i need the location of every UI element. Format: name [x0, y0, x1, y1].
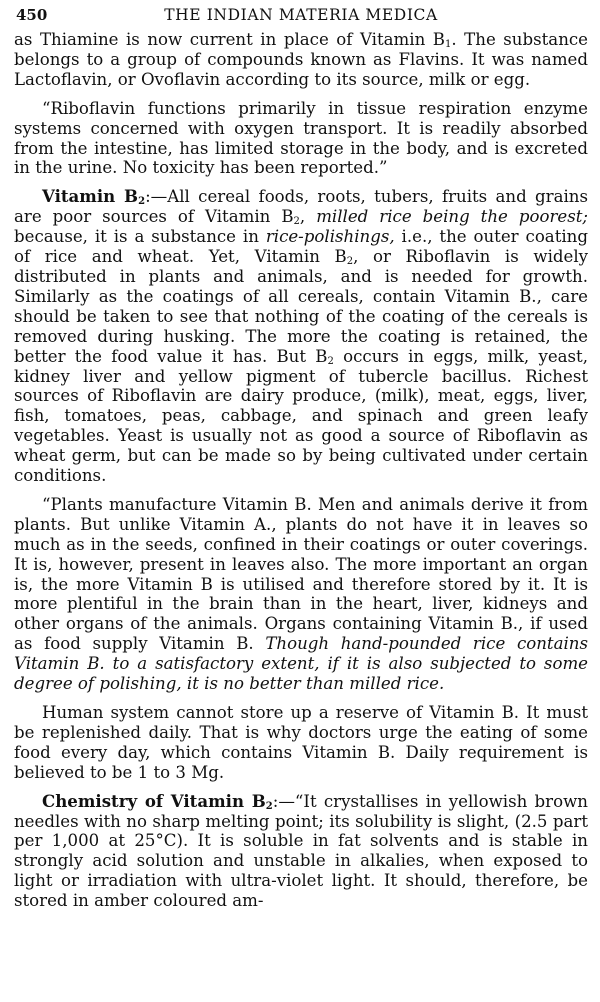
paragraph-thiamine-continuation [14, 30, 588, 90]
subscript: 2 [327, 355, 334, 367]
paragraph-vitamin-b2 [14, 187, 588, 486]
italic-run: milled rice being the poorest; [316, 207, 588, 227]
text-run: :—“It crystallises in yellowish brown needles with no sharp melting point; its solubility is slight, (2.5 part per 1,000 at 25°C). It is soluble in fat solvents and is stable in strongly acid solution and unstable in alkalies, when exposed to light or irradiation with ultra-violet light. It should, therefore, be stored in amber coloured am- [14, 791, 588, 911]
text-run: , or Riboflavin is widely distributed in plants and animals, and is needed for growth. Similarly as the coatings of all cereals, contain Vitamin B., care should be taken to see that nothing of the coating of the cereals is removed during husking. The more the coating is retained, the better the food value it has. But B [14, 247, 588, 366]
heading-text: Vitamin B [42, 186, 139, 207]
paragraph-chemistry [14, 792, 588, 911]
text-run: i.e., the outer coating of rice and wheat. Yet, Vitamin B [14, 227, 588, 267]
italic-run: Though hand-pounded rice contains Vitamin B. to a satisfactory extent, if it is also subjected to some degree of polishing, it is no better than milled rice. [14, 634, 588, 694]
heading-text: Chemistry of Vitamin B [42, 790, 266, 811]
paragraph-human-system [14, 703, 588, 783]
page-header [14, 3, 588, 30]
italic-run: rice-polishings, [265, 227, 395, 247]
subscript: 2 [346, 256, 354, 268]
text-run: occurs in eggs, milk, yeast, kidney liver and yellow pigment of tubercle bacillus. Richest sources of Riboflavin are dairy produce, (milk), meat, eggs, liver, fish, tomatoes, peas, cabbage, and spinach and green leafy vegetables. Yeast is usually not as good a source of Riboflavin as wheat germ, but can be made so by being cultivated under certain conditions. [14, 346, 588, 486]
text-run: as Thiamine is now current in place of Vitamin B [14, 30, 445, 49]
section-heading-vitamin-b2 [42, 186, 145, 206]
subscript: 1 [445, 39, 452, 50]
paragraph-riboflavin-quote [14, 99, 588, 179]
text-run: , [299, 207, 317, 227]
subscript: 2 [138, 196, 146, 208]
running-head: THE INDIAN MATERIA MEDICA [164, 6, 438, 24]
subscript: 2 [265, 800, 273, 812]
page-number: 450 [16, 6, 48, 24]
text-run: :—All cereal foods, roots, tubers, fruits and grains are poor sources of Vitamin B [14, 187, 588, 227]
page-body [14, 30, 588, 911]
text-run: Human system cannot store up a reserve of Vitamin B. It must be replenished daily. That is why doctors urge the eating of some food every day, which contains Vitamin B. Daily requirement is believed to be 1 to 3 Mg. [14, 703, 588, 782]
text-run: “Plants manufacture Vitamin B. Men and animals derive it from plants. But unlike Vitamin A., plants do not have it in leaves so much as in the seeds, confined in their coatings or outer coverings. It is, however, present in leaves also. The more important an organ is, the more Vitamin B is utilised and therefore stored by it. It is more plentiful in the brain than in the heart, liver, kidneys and other organs of the animals. Organs containing Vitamin B., if used as food supply Vitamin B. [14, 494, 588, 654]
text-run: . The substance belongs to a group of compounds known as Flavins. It was named Lactoflavin, or Ovoflavin according to its source, milk or egg. [14, 30, 588, 89]
text-run: “Riboflavin functions primarily in tissue respiration enzyme systems concerned with oxygen transport. It is readily absorbed from the intestine, has limited storage in the body, and is excreted in the urine. No toxicity has been reported.” [14, 98, 588, 178]
subscript: 2 [293, 216, 300, 228]
paragraph-plants-quote [14, 495, 588, 694]
text-run: because, it is a substance in [14, 227, 266, 247]
section-heading-chemistry [42, 791, 273, 811]
